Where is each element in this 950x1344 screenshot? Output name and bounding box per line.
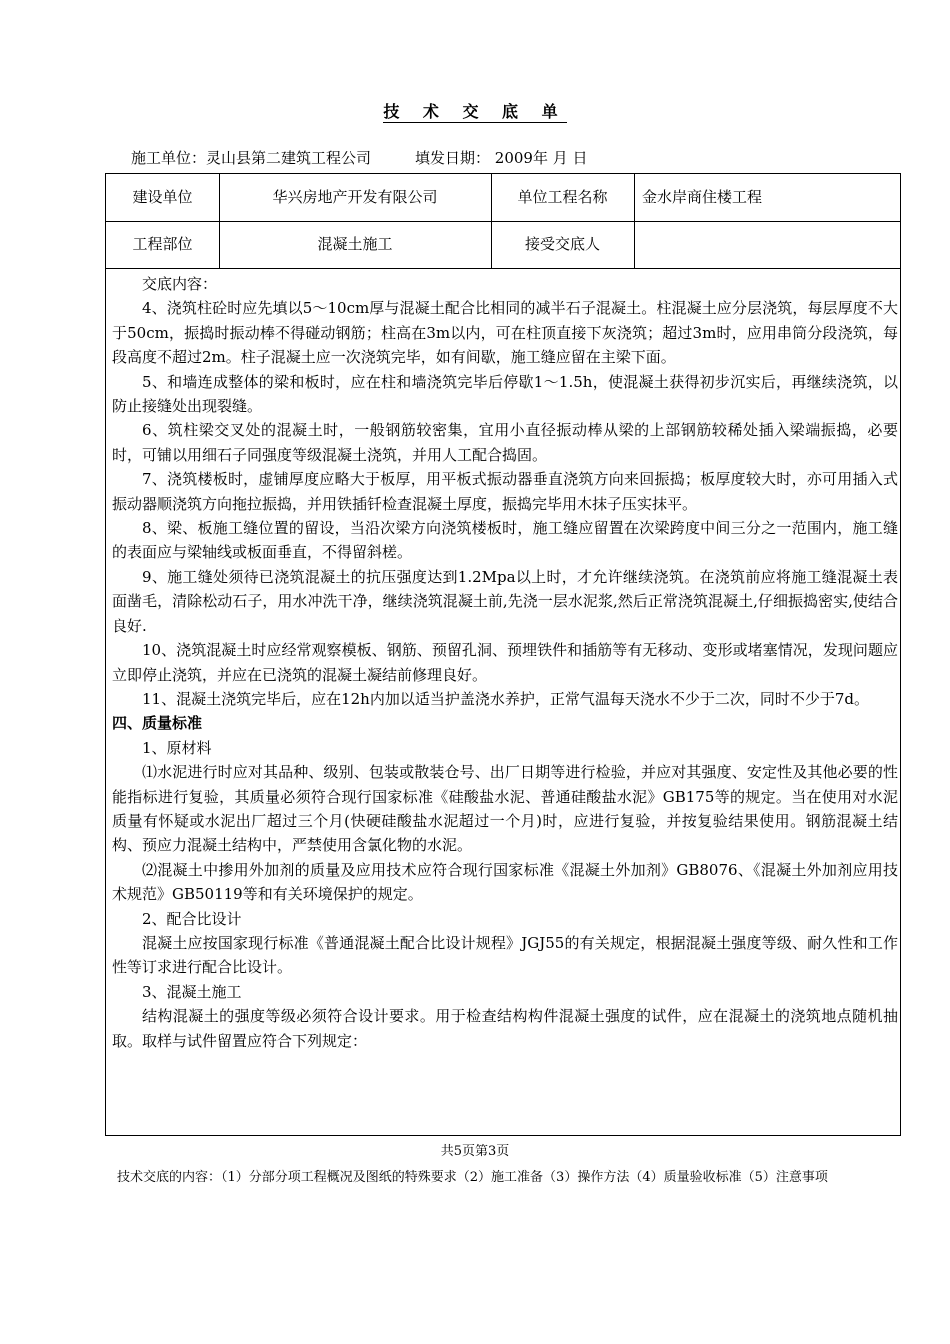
content-paragraph: 11、混凝土浇筑完毕后，应在12h内加以适当护盖浇水养护，正常气温每天浇水不少于二次，同时不少于7d。 <box>142 689 869 708</box>
content-paragraph: 7、浇筑楼板时，虚铺厚度应略大于板厚，用平板式振动器垂直浇筑方向来回振捣；板厚度较大时，亦可用插入式振动器顺浇筑方向拖拉振捣，并用铁插钎检查混凝土厚度，振捣完毕用木抹子压实抹平。 <box>112 470 898 513</box>
issue-date: 填发日期： 2009年 月 日 <box>415 149 588 167</box>
subsection-title: 3、混凝土施工 <box>142 982 242 1001</box>
disclosure-table <box>105 173 901 1136</box>
subsection-title: 2、配合比设计 <box>142 909 242 928</box>
content-intro: 交底内容： <box>142 275 218 293</box>
content-paragraph: 6、筑柱梁交叉处的混凝土时，一般钢筋较密集，宜用小直径振动棒从梁的上部钢筋较稀处插入梁端振捣，必要时，可铺以用细石子同强度等级混凝土浇筑，并用人工配合捣固。 <box>112 421 898 464</box>
disclosure-content <box>112 272 898 1053</box>
content-paragraph: ⑵混凝土中掺用外加剂的质量及应用技术应符合现行国家标准《混凝土外加剂》GB8076、《混凝土外加剂应用技术规范》GB50119等和有关环境保护的规定。 <box>112 860 898 904</box>
content-paragraph: 5、和墙连成整体的梁和板时，应在柱和墙浇筑完毕后停歇1～1.5h，使混凝土获得初步沉实后，再继续浇筑，以防止接缝处出现裂缝。 <box>112 372 898 416</box>
section-heading: 四、质量标准 <box>112 714 203 733</box>
label-project-part: 工程部位 <box>132 235 193 253</box>
content-paragraph: 10、浇筑混凝土时应经常观察模板、钢筋、预留孔洞、预埋铁件和插筋等有无移动、变形或堵塞情况，发现问题应立即停止浇筑，并应在已浇筑的混凝土凝结前修理良好。 <box>112 641 898 684</box>
value-client: 华兴房地产开发有限公司 <box>272 188 438 206</box>
label-recipient: 接受交底人 <box>524 235 600 253</box>
row-divider <box>106 268 900 269</box>
page-number: 共5页第3页 <box>440 1144 510 1159</box>
label-client: 建设单位 <box>132 188 193 206</box>
document-title: 技 术 交 底 单 <box>383 102 567 121</box>
header-meta <box>131 147 588 168</box>
value-project-part: 混凝土施工 <box>317 235 393 253</box>
content-paragraph: 结构混凝土的强度等级必须符合设计要求。用于检查结构构件混凝土强度的试件，应在混凝土的浇筑地点随机抽取。取样与试件留置应符合下列规定： <box>112 1007 898 1050</box>
label-project-name: 单位工程名称 <box>517 188 608 206</box>
value-recipient <box>642 221 892 268</box>
construction-unit: 施工单位：灵山县第二建筑工程公司 <box>131 149 372 167</box>
content-paragraph: 9、施工缝处须待已浇筑混凝土的抗压强度达到1.2Mpa以上时，才允许继续浇筑。在浇筑前应将施工缝混凝土表面凿毛，清除松动石子，用水冲洗干净，继续浇筑混凝土前,先浇一层水泥浆,然后正常浇筑混凝土,仔细振捣密实,使结合良好. <box>112 567 898 635</box>
content-paragraph: 8、梁、板施工缝位置的留设，当沿次梁方向浇筑楼板时，施工缝应留置在次梁跨度中间三分之一范围内，施工缝的表面应与梁轴线或板面垂直，不得留斜槎。 <box>112 519 898 562</box>
subsection-title: 1、原材料 <box>142 738 212 757</box>
content-paragraph: 4、浇筑柱砼时应先填以5～10cm厚与混凝土配合比相同的减半石子混凝土。柱混凝土应分层浇筑，每层厚度不大于50cm，振捣时振动棒不得碰动钢筋；柱高在3m以内，可在柱顶直接下灰浇筑；超过3m时，应用串筒分段浇筑，每段高度不超过2m。柱子混凝土应一次浇筑完毕，如有间歇，施工缝应留在主梁下面。 <box>112 299 898 367</box>
column-divider <box>634 174 635 269</box>
value-project-name: 金水岸商住楼工程 <box>642 188 763 206</box>
footnote: 技术交底的内容：（1）分部分项工程概况及图纸的特殊要求（2）施工准备（3）操作方法（4）质量验收标准（5）注意事项 <box>117 1170 828 1185</box>
content-paragraph: ⑴水泥进行时应对其品种、级别、包装或散装仓号、出厂日期等进行检验，并应对其强度、安定性及其他必要的性能指标进行复验，其质量必须符合现行国家标准《硅酸盐水泥、普通硅酸盐水泥》GB175等的规定。当在使用对水泥质量有怀疑或水泥出厂超过三个月(快硬硅酸盐水泥超过一个月)时，应进行复验，并按复验结果使用。钢筋混凝土结构、预应力混凝土结构中，严禁使用含氯化物的水泥。 <box>112 763 898 855</box>
content-paragraph: 混凝土应按国家现行标准《普通混凝土配合比设计规程》JGJ55的有关规定，根据混凝土强度等级、耐久性和工作性等订求进行配合比设计。 <box>112 933 898 977</box>
